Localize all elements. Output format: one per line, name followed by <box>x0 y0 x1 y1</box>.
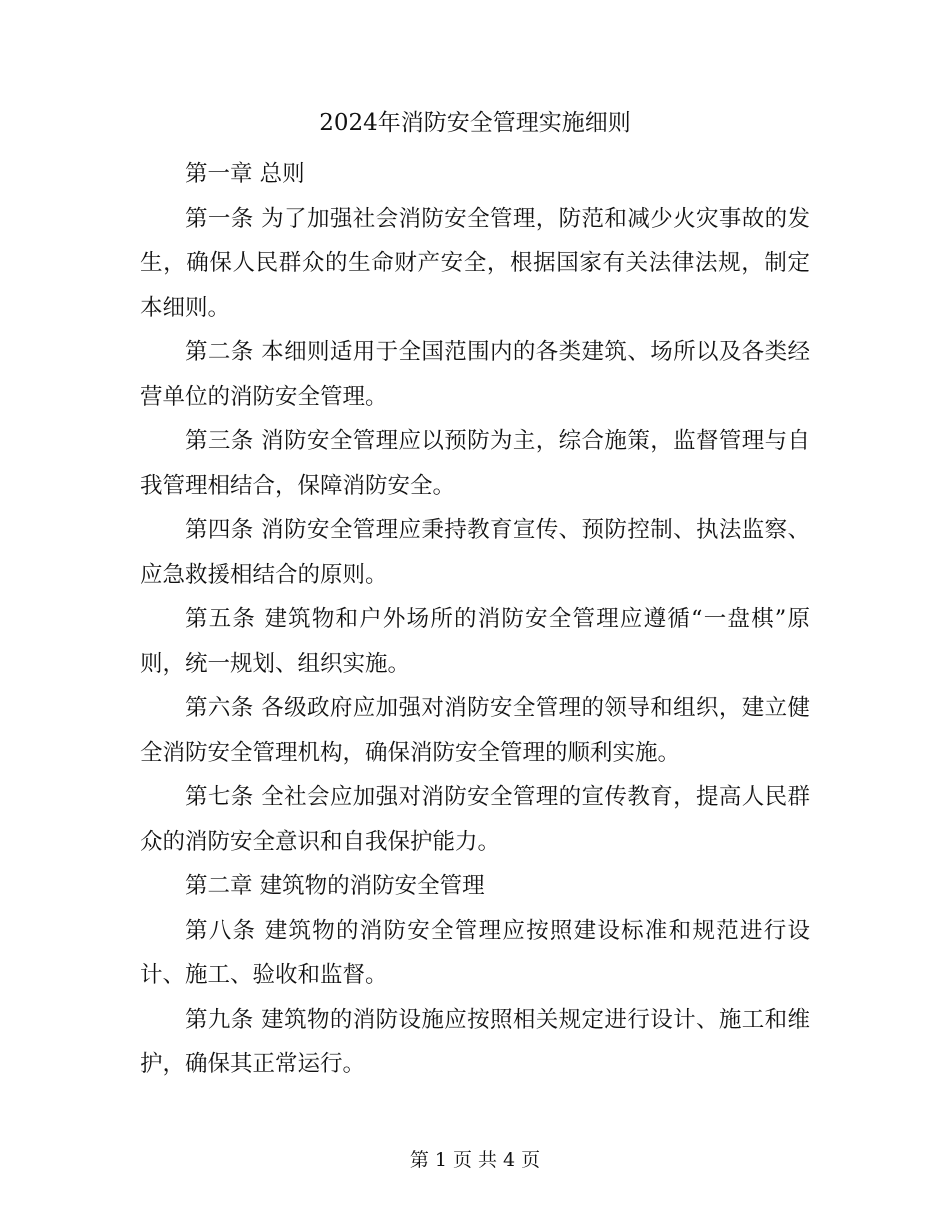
article-paragraph: 第七条 全社会应加强对消防安全管理的宣传教育，提高人民群众的消防安全意识和自我保护能力。 <box>140 784 810 855</box>
chapter-heading: 第一章 总则 <box>185 161 305 187</box>
document-body <box>140 152 810 1087</box>
article-paragraph: 第一条 为了加强社会消防安全管理，防范和减少火灾事故的发生，确保人民群众的生命财产安全，根据国家有关法律法规，制定本细则。 <box>140 205 810 321</box>
page-number-footer: 第 1 页 共 4 页 <box>409 1149 541 1171</box>
chapter-heading: 第二章 建筑物的消防安全管理 <box>185 873 485 899</box>
article-paragraph: 第三条 消防安全管理应以预防为主，综合施策，监督管理与自我管理相结合，保障消防安全。 <box>140 428 810 499</box>
article-paragraph: 第九条 建筑物的消防设施应按照相关规定进行设计、施工和维护，确保其正常运行。 <box>140 1006 810 1077</box>
article-paragraph: 第四条 消防安全管理应秉持教育宣传、预防控制、执法监察、应急救援相结合的原则。 <box>140 517 810 588</box>
article-paragraph: 第五条 建筑物和户外场所的消防安全管理应遵循“一盘棋”原则，统一规划、组织实施。 <box>140 606 810 677</box>
article-paragraph: 第六条 各级政府应加强对消防安全管理的领导和组织，建立健全消防安全管理机构，确保消防安全管理的顺利实施。 <box>140 695 810 766</box>
article-paragraph: 第八条 建筑物的消防安全管理应按照建设标准和规范进行设计、施工、验收和监督。 <box>140 917 810 988</box>
article-paragraph: 第二条 本细则适用于全国范围内的各类建筑、场所以及各类经营单位的消防安全管理。 <box>140 339 810 410</box>
document-title: 2024年消防安全管理实施细则 <box>319 110 631 136</box>
